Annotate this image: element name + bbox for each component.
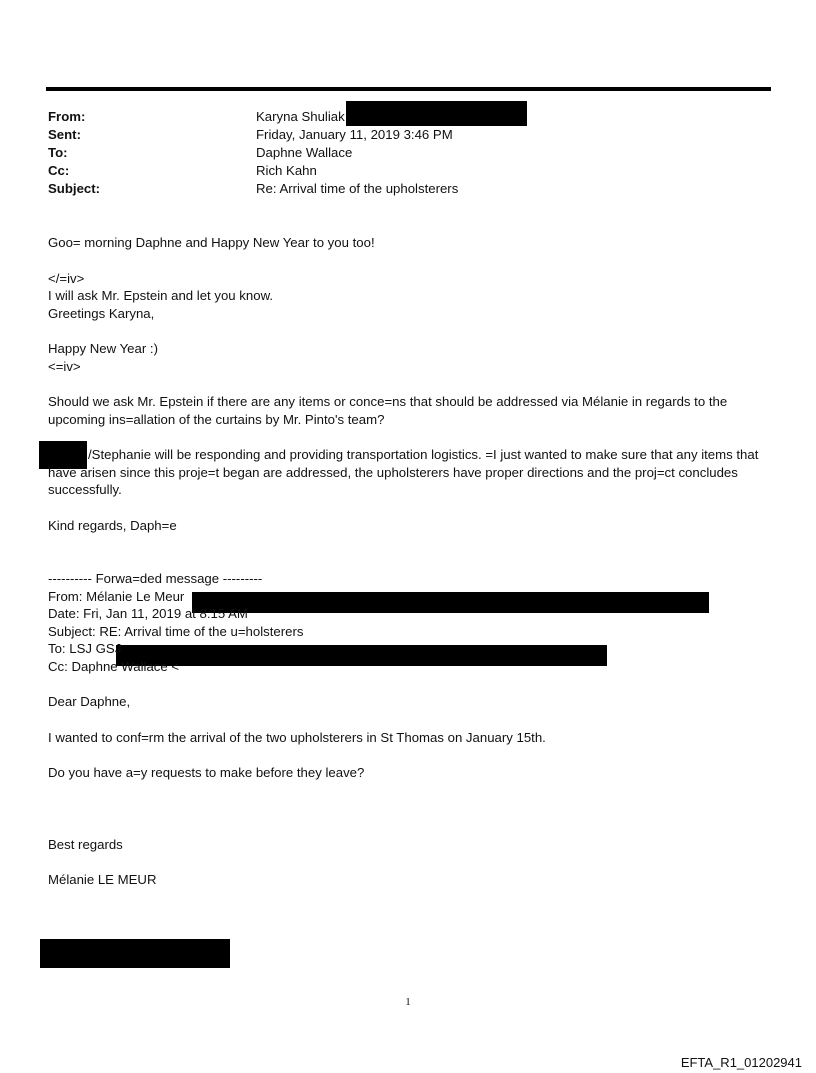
email-body: [48, 234, 768, 889]
happy-new-year-line: Happy New Year :): [48, 341, 158, 356]
subject-label: Subject:: [48, 181, 101, 196]
forward-to: To: LSJ GSJ: [48, 641, 122, 656]
forward-date: Date: Fri, Jan 11, 2019 at 8:15 AM: [48, 606, 248, 621]
sent-label: Sent:: [48, 127, 81, 142]
question-paragraph: Should we ask Mr. Epstein if there are any items or conce=ns that should be addressed via Mélanie in regards to the upcoming ins=allation of the curtains by Mr. Pinto's team?: [48, 394, 728, 427]
subject-value: Re: Arrival time of the upholsterers: [256, 181, 459, 196]
forward-subject: Subject: RE: Arrival time of the u=holsterers: [48, 623, 304, 639]
greetings-line: Greetings Karyna,: [48, 305, 155, 321]
forward-from: From: Mélanie Le Meur: [48, 588, 185, 604]
from-value: Karyna Shuliak: [256, 109, 345, 124]
top-rule: [46, 87, 771, 91]
document-id: EFTA_R1_01202941: [680, 1055, 802, 1070]
signature-line: Mélanie LE MEUR: [48, 872, 157, 887]
to-label: To:: [48, 145, 68, 160]
ask-line: I will ask Mr. Epstein and let you know.: [48, 288, 274, 303]
from-label: From:: [48, 109, 86, 124]
forward-cc: Cc: Daphne Wallace <: [48, 658, 180, 674]
div-open-tag: <=iv>: [48, 358, 81, 374]
stephanie-paragraph: [48, 446, 768, 499]
greeting-line: Goo= morning Daphne and Happy New Year to you too!: [48, 235, 375, 250]
sent-value: Friday, January 11, 2019 3:46 PM: [256, 127, 453, 142]
forward-separator: ---------- Forwa=ded message ---------: [48, 571, 263, 586]
div-close-tag: </=iv>: [48, 270, 85, 286]
best-regards-line: Best regards: [48, 836, 123, 852]
requests-line: Do you have a=y requests to make before they leave?: [48, 765, 365, 780]
cc-label: Cc:: [48, 163, 70, 178]
to-value: Daphne Wallace: [256, 145, 353, 160]
kind-regards-line: Kind regards, Daph=e: [48, 517, 177, 533]
stephanie-text: /Stephanie will be responding and providing transportation logistics. =I just wanted to make sure that any items that have arisen since this proje=t began are addressed, the upholsterers have proper directions and the proj=ct concludes successfully.: [48, 447, 759, 497]
redaction-block: [346, 101, 527, 126]
page-number: 1: [405, 996, 411, 1008]
dear-line: Dear Daphne,: [48, 694, 131, 709]
confirm-line: I wanted to conf=rm the arrival of the two upholsterers in St Thomas on January 15th.: [48, 729, 546, 745]
cc-value: Rich Kahn: [256, 163, 317, 178]
redaction-block: [40, 939, 230, 968]
